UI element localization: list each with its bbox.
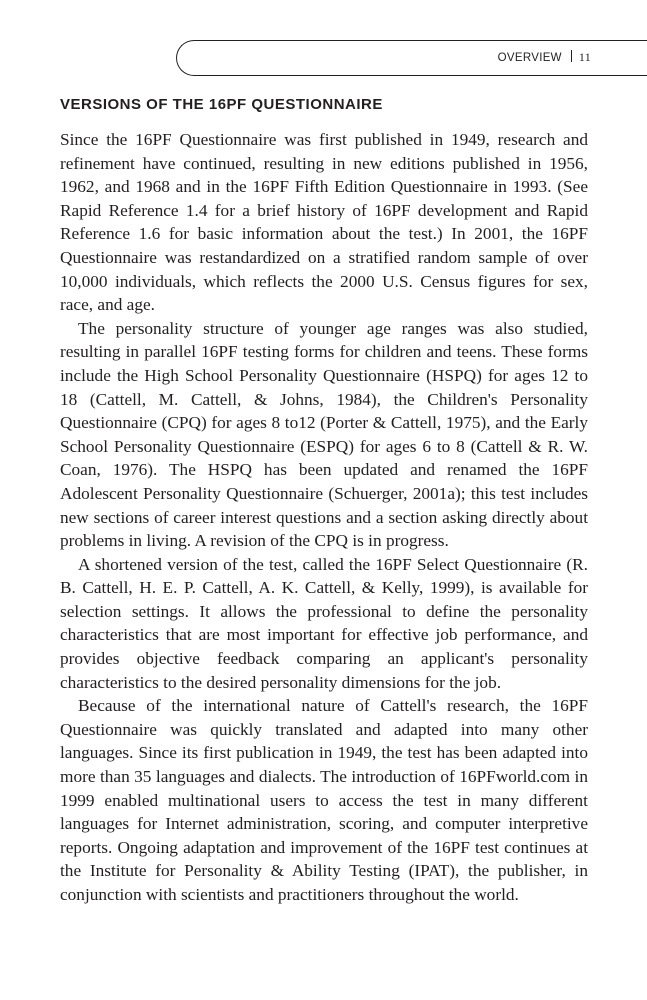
paragraph: A shortened version of the test, called the 16PF Select Questionnaire (R. B. Cattell, H. E. P. Cattell, A. K. Cattell, & Kelly, 1999), is available for selection settings. It allows the professional to define the personality characteristics that are most important for effective job performance, and provides objective feedback comparing an applicant's personality characteristics to the desired personality dimensions for the job. xyxy=(60,554,588,692)
paragraph: Since the 16PF Questionnaire was first published in 1949, research and refinement have continued, resulting in new editions published in 1956, 1962, and 1968 and in the 16PF Fifth Edition Questionnaire in 1993. (See Rapid Reference 1.4 for a brief history of 16PF development and Rapid Reference 1.6 for basic information about the test.) In 2001, the 16PF Questionnaire was restandardized on a stratified random sample of over 10,000 individuals, which reflects the 2000 U.S. Census figures for sex, race, and age. xyxy=(60,130,588,315)
running-head-divider xyxy=(571,50,572,62)
paragraph: Because of the international nature of Cattell's research, the 16PF Questionnaire was quickly translated and adapted into many other languages. Since its first publication in 1949, the test has been adapted into more than 35 languages and dialects. The introduction of 16PFworld.com in 1999 enabled multinational users to access the test in many different languages for Internet administration, scoring, and computer interpretive reports. Ongoing adaptation and improvement of the 16PF test continues at the Institute for Personality & Ability Testing (IPAT), the publisher, in conjunction with scientists and practitioners throughout the world. xyxy=(60,696,588,904)
running-head xyxy=(498,50,591,65)
body-text xyxy=(60,128,588,907)
running-head-label: OVERVIEW xyxy=(497,52,562,64)
page-number: 11 xyxy=(578,50,591,64)
paragraph: The personality structure of younger age ranges was also studied, resulting in parallel 16PF testing forms for children and teens. These forms include the High School Personality Questionnaire (HSPQ) for ages 12 to 18 (Cattell, M. Cattell, & Johns, 1984), the Children's Personality Questionnaire (CPQ) for ages 8 to12 (Porter & Cattell, 1975), and the Early School Personality Questionnaire (ESPQ) for ages 6 to 8 (Cattell & R. W. Coan, 1976). The HSPQ has been updated and renamed the 16PF Adolescent Personality Questionnaire (Schuerger, 2001a); this test includes new sections of career interest questions and a section asking directly about problems in living. A revision of the CPQ is in progress. xyxy=(60,318,588,551)
section-heading: VERSIONS OF THE 16PF QUESTIONNAIRE xyxy=(60,96,383,113)
